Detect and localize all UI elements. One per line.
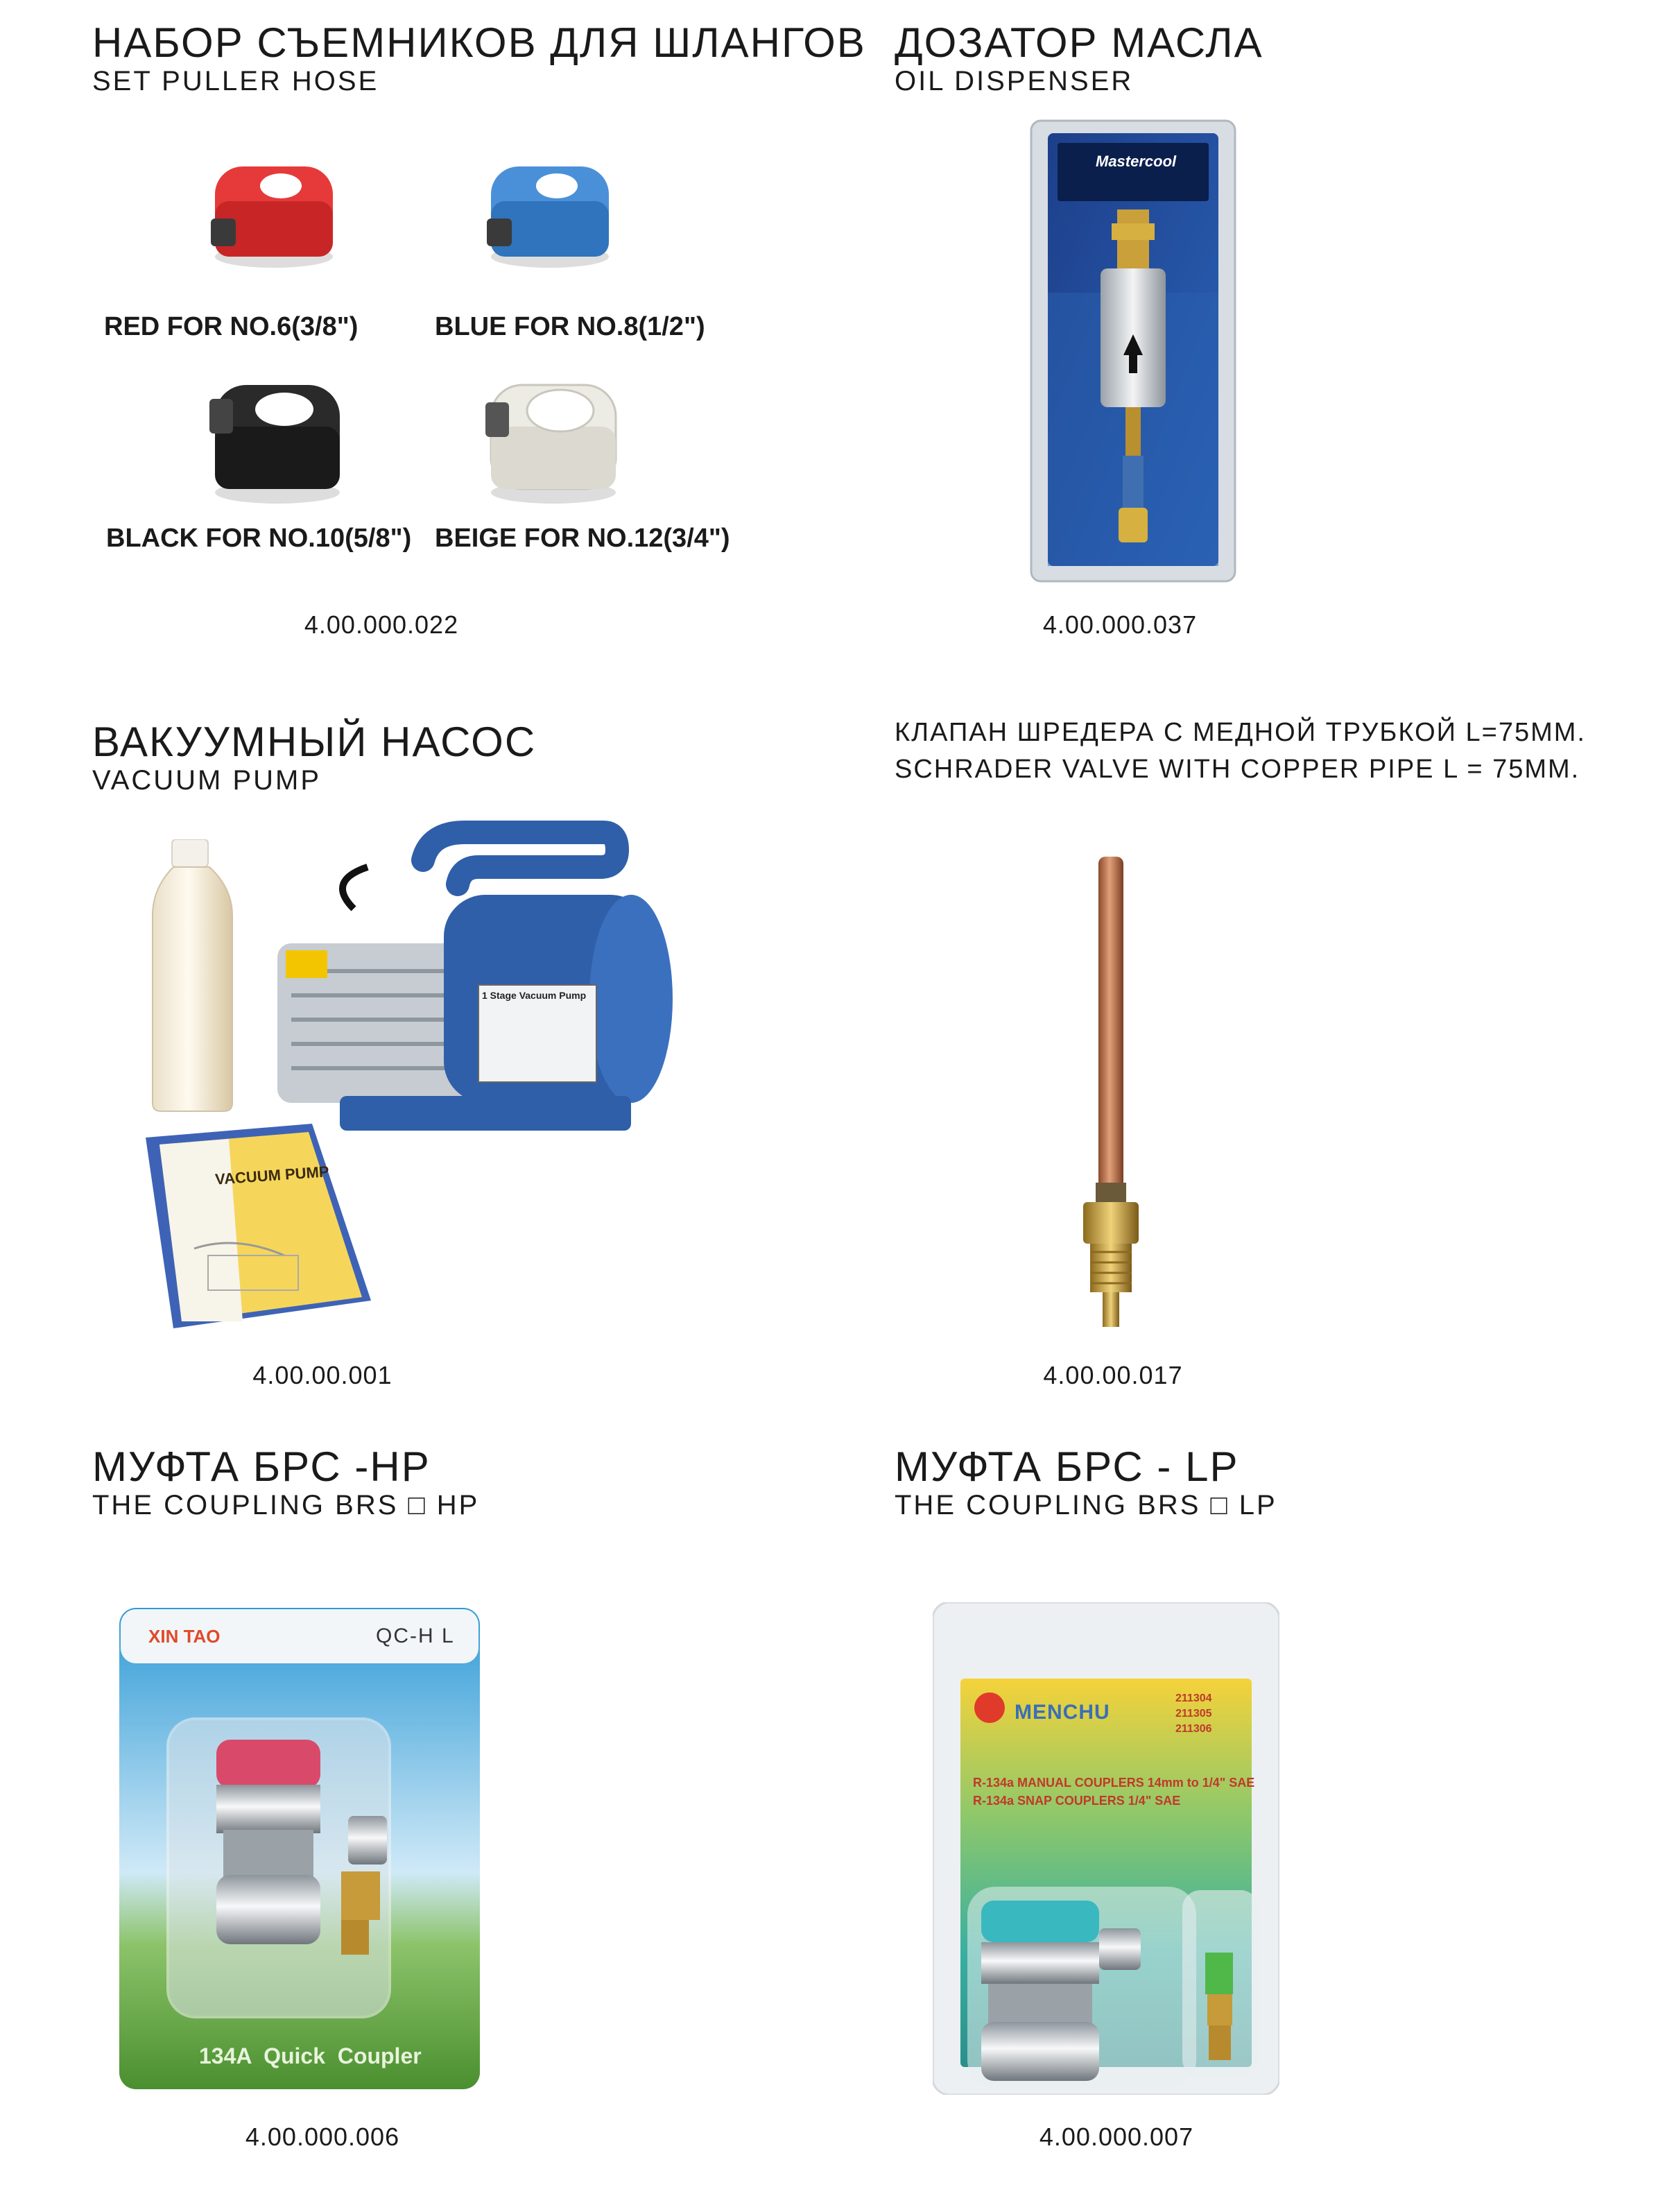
product-title-en: THE COUPLING BRS □ HP bbox=[92, 1490, 480, 1520]
product-code: 4.00.000.022 bbox=[304, 610, 459, 639]
vacuum-pump-manual-image bbox=[146, 1124, 374, 1332]
pack-model: 211304 bbox=[1175, 1692, 1212, 1704]
product-title-en: THE COUPLING BRS □ LP bbox=[895, 1490, 1277, 1520]
pack-model-list bbox=[1175, 1691, 1212, 1737]
beige-puller-label: BEIGE FOR NO.12(3/4") bbox=[435, 524, 730, 553]
pack-model: 211305 bbox=[1175, 1708, 1212, 1720]
pack-brand: MENCHU bbox=[1015, 1701, 1110, 1724]
product-code: 4.00.000.007 bbox=[1039, 2123, 1194, 2151]
beige-puller-image bbox=[477, 368, 623, 506]
pack-model: 211306 bbox=[1175, 1723, 1212, 1735]
black-puller-image bbox=[201, 368, 347, 506]
product-title-en: SCHRADER VALVE WITH COPPER PIPE L = 75MM. bbox=[895, 755, 1580, 784]
product-title-ru: МУФТА БРС - LP bbox=[895, 1443, 1239, 1490]
oil-dispenser-image bbox=[1030, 119, 1236, 583]
product-title-en: SET PULLER HOSE bbox=[92, 66, 379, 96]
pump-nameplate: 1 Stage Vacuum Pump bbox=[482, 990, 587, 1001]
product-title-en: VACUUM PUMP bbox=[92, 765, 322, 796]
blue-puller-label: BLUE FOR NO.8(1/2") bbox=[435, 312, 705, 341]
product-title-ru: ВАКУУМНЫЙ НАСОС bbox=[92, 719, 537, 765]
oil-bottle-image bbox=[146, 839, 239, 1113]
product-code: 4.00.00.017 bbox=[1043, 1361, 1183, 1389]
red-puller-label: RED FOR NO.6(3/8") bbox=[104, 312, 359, 341]
product-title-ru: МУФТА БРС -HP bbox=[92, 1443, 431, 1490]
product-title-ru: КЛАПАН ШРЕДЕРА С МЕДНОЙ ТРУБКОЙ L=75MM. bbox=[895, 718, 1586, 747]
pack-caption: 134A Quick Coupler bbox=[199, 2043, 422, 2068]
pack-model: QC-H L bbox=[376, 1624, 455, 1647]
pack-line-2: R-134a SNAP COUPLERS 1/4" SAE bbox=[973, 1794, 1181, 1808]
mastercool-brand: Mastercool bbox=[1096, 153, 1177, 170]
product-title-ru: НАБОР СЪЕМНИКОВ ДЛЯ ШЛАНГОВ bbox=[92, 19, 866, 66]
pack-line-1: R-134a MANUAL COUPLERS 14mm to 1/4" SAE bbox=[973, 1776, 1255, 1790]
product-title-ru: ДОЗАТОР МАСЛА bbox=[895, 19, 1263, 66]
product-code: 4.00.000.037 bbox=[1042, 610, 1198, 639]
pack-brand: XIN TAO bbox=[148, 1626, 221, 1647]
vacuum-pump-image bbox=[270, 818, 680, 1151]
coupling-lp-image bbox=[933, 1602, 1279, 2095]
black-puller-label: BLACK FOR NO.10(5/8") bbox=[106, 524, 412, 553]
red-puller-image bbox=[201, 153, 340, 274]
coupling-hp-image bbox=[119, 1608, 480, 2089]
product-code: 4.00.00.001 bbox=[252, 1361, 392, 1389]
schrader-valve-image bbox=[1068, 857, 1151, 1328]
blue-puller-image bbox=[477, 153, 616, 274]
product-title-en: OIL DISPENSER bbox=[895, 66, 1134, 96]
manual-title: VACUUM PUMP bbox=[214, 1163, 330, 1188]
product-code: 4.00.000.006 bbox=[245, 2123, 400, 2151]
